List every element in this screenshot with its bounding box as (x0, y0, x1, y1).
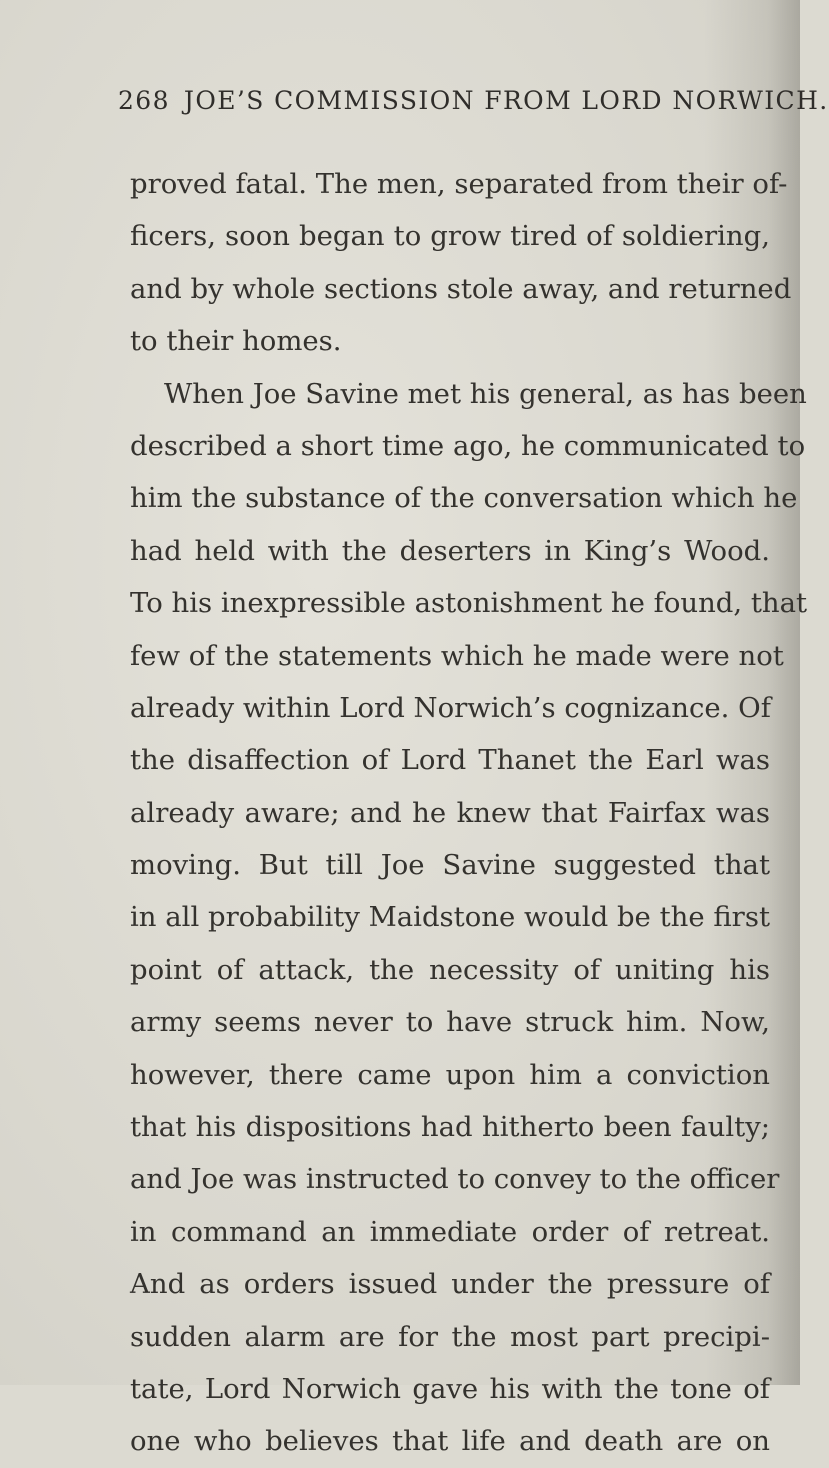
text-line: in command an immediate order of retreat. (130, 1215, 770, 1248)
text-line: tate, Lord Norwich gave his with the tone of (130, 1372, 770, 1405)
running-head (118, 86, 829, 115)
text-line: already within Lord Norwich’s cognizance. Of (130, 691, 771, 724)
text-line: however, there came upon him a conviction (130, 1058, 770, 1091)
text-line: and Joe was instructed to convey to the officer (130, 1163, 780, 1196)
text-line: to their homes. (130, 325, 342, 358)
text-line: already aware; and he knew that Fairfax was (130, 796, 770, 829)
text-line: few of the statements which he made were not (130, 639, 784, 672)
text-line: point of attack, the necessity of uniting his (130, 953, 770, 986)
text-line: described a short time ago, he communicated to (130, 429, 806, 462)
body-text (130, 158, 808, 1468)
text-line: proved fatal. The men, separated from their of- (130, 168, 788, 200)
text-line: army seems never to have struck him. Now, (130, 1006, 770, 1039)
text-line: that his dispositions had hitherto been faulty; (130, 1111, 770, 1144)
text-line: had held with the deserters in King’s Wood. (130, 534, 770, 567)
text-line: To his inexpressible astonishment he found, that (130, 587, 808, 620)
page-number: 268 (118, 86, 170, 115)
running-head-title: JOE’S COMMISSION FROM LORD NORWICH. (183, 86, 829, 115)
text-line: sudden alarm are for the most part precipi- (130, 1320, 770, 1353)
text-line: one who believes that life and death are on (130, 1425, 770, 1458)
text-line: and by whole sections stole away, and returned (130, 272, 792, 305)
text-line: the disaffection of Lord Thanet the Earl was (130, 744, 770, 777)
text-line: When Joe Savine met his general, as has been (164, 377, 807, 410)
text-line: him the substance of the conversation which he (130, 482, 798, 515)
text-line: in all probability Maidstone would be the first (130, 901, 770, 934)
text-line: moving. But till Joe Savine suggested that (130, 849, 770, 882)
text-line: And as orders issued under the pressure of (130, 1268, 770, 1301)
text-line: ficers, soon began to grow tired of soldiering, (130, 220, 770, 253)
